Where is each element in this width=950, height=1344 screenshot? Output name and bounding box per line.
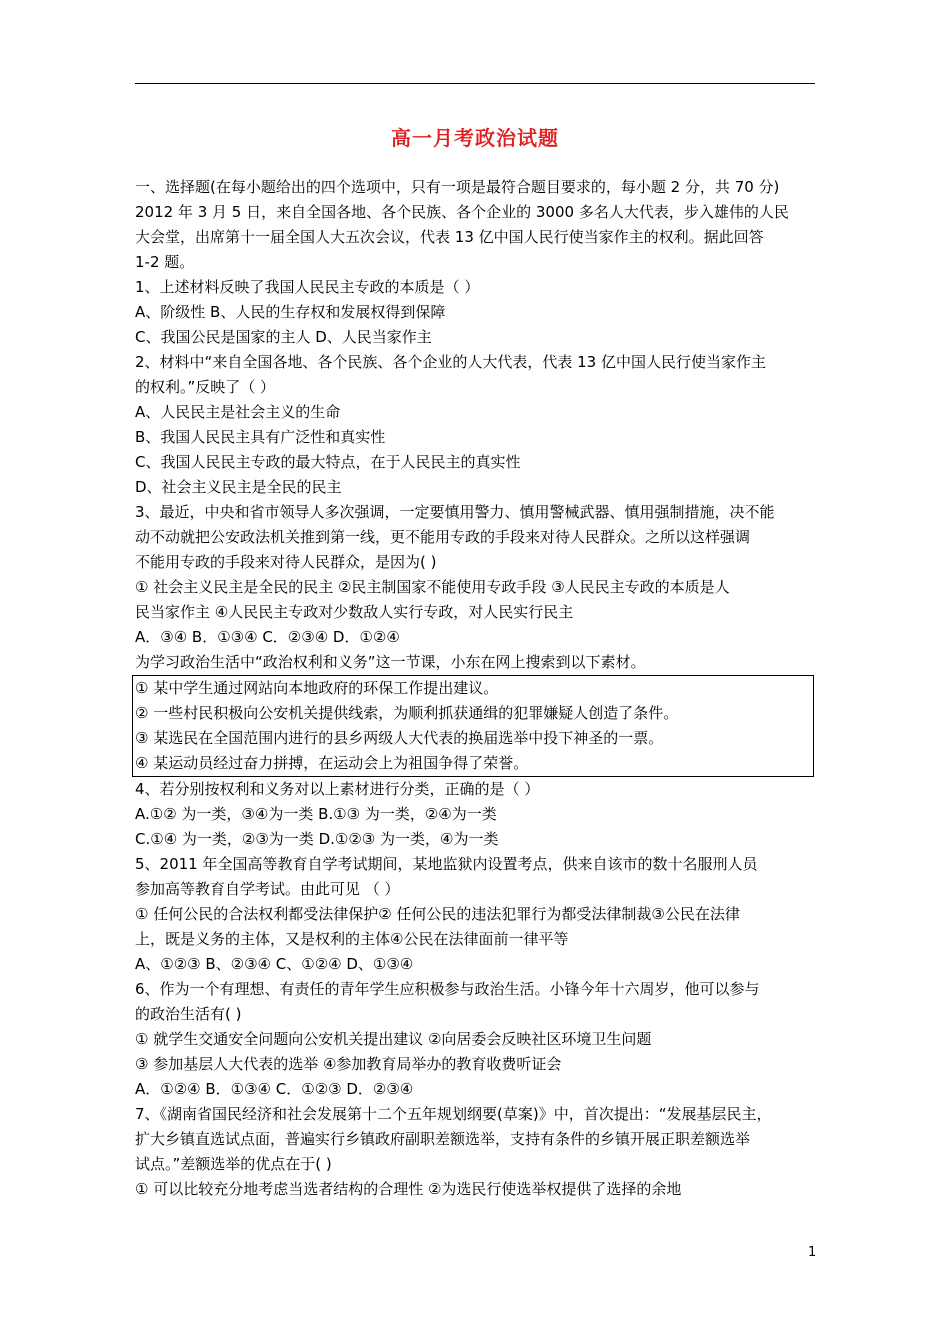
- text-line: 的政治生活有( ): [135, 1005, 242, 1023]
- text-line: 参加高等教育自学考试。由此可见 （ ）: [135, 880, 400, 898]
- text-line: 4、若分别按权利和义务对以上素材进行分类，正确的是（ ）: [135, 780, 540, 798]
- text-line: A、①②③ B、②③④ C、①②④ D、①③④: [135, 955, 414, 973]
- text-line: 大会堂，出席第十一届全国人大五次会议，代表 13 亿中国人民行使当家作主的权利。据此回答: [135, 228, 764, 246]
- text-line: 2、材料中“来自全国各地、各个民族、各个企业的人大代表，代表 13 亿中国人民行使当家作主: [135, 353, 766, 371]
- text-line: 一、选择题(在每小题给出的四个选项中，只有一项是最符合题目要求的，每小题 2 分，共 70 分): [135, 178, 780, 196]
- material-line: ③ 某选民在全国范围内进行的县乡两级人大代表的换届选举中投下神圣的一票。: [135, 729, 664, 747]
- material-line: ④ 某运动员经过奋力拼搏，在运动会上为祖国争得了荣誉。: [135, 754, 529, 772]
- text-line: ③ 参加基层人大代表的选举 ④参加教育局举办的教育收费听证会: [135, 1055, 562, 1073]
- text-line: 2012 年 3 月 5 日，来自全国各地、各个民族、各个企业的 3000 多名人大代表，步入雄伟的人民: [135, 203, 789, 221]
- page-title: 高一月考政治试题: [391, 126, 559, 150]
- material-box: [132, 675, 814, 777]
- text-line: 1、上述材料反映了我国人民民主专政的本质是（ ）: [135, 278, 480, 296]
- text-line: 试点。”差额选举的优点在于( ): [135, 1155, 332, 1173]
- text-line: C、我国人民民主专政的最大特点，在于人民民主的真实性: [135, 453, 521, 471]
- exam-body: [135, 175, 815, 1202]
- section-questions-1-3: [135, 175, 815, 675]
- text-line: A、人民民主是社会主义的生命: [135, 403, 341, 421]
- text-line: A．①②④ B．①③④ C．①②③ D．②③④: [135, 1080, 414, 1098]
- text-line: 5、2011 年全国高等教育自学考试期间，某地监狱内设置考点，供来自该市的数十名服刑人员: [135, 855, 758, 873]
- text-line: 民当家作主 ④人民民主专政对少数敌人实行专政，对人民实行民主: [135, 603, 574, 621]
- text-line: 1-2 题。: [135, 253, 195, 271]
- header-rule: [135, 83, 815, 84]
- text-line: 上，既是义务的主体，又是权利的主体④公民在法律面前一律平等: [135, 930, 569, 948]
- text-line: A、阶级性 B、人民的生存权和发展权得到保障: [135, 303, 446, 321]
- text-line: A.①② 为一类，③④为一类 B.①③ 为一类，②④为一类: [135, 805, 497, 823]
- text-line: 为学习政治生活中“政治权利和义务”这一节课，小东在网上搜索到以下素材。: [135, 653, 646, 671]
- text-line: 3、最近，中央和省市领导人多次强调，一定要慎用警力、慎用警械武器、慎用强制措施，决不能: [135, 503, 775, 521]
- text-line: ① 社会主义民主是全民的民主 ②民主制国家不能使用专政手段 ③人民民主专政的本质是人: [135, 578, 730, 596]
- text-line: C、我国公民是国家的主人 D、人民当家作主: [135, 328, 432, 346]
- text-line: 的权利。”反映了（ ）: [135, 378, 276, 396]
- material-line: ① 某中学生通过网站向本地政府的环保工作提出建议。: [135, 679, 499, 697]
- text-line: 动不动就把公安政法机关推到第一线，更不能用专政的手段来对待人民群众。之所以这样强调: [135, 528, 751, 546]
- text-line: ① 就学生交通安全问题向公安机关提出建议 ②向居委会反映社区环境卫生问题: [135, 1030, 652, 1048]
- text-line: D、社会主义民主是全民的民主: [135, 478, 342, 496]
- text-line: ① 可以比较充分地考虑当选者结构的合理性 ②为选民行使选举权提供了选择的余地: [135, 1180, 682, 1198]
- text-line: 扩大乡镇直选试点面，普遍实行乡镇政府副职差额选举，支持有条件的乡镇开展正职差额选举: [135, 1130, 751, 1148]
- text-line: B、我国人民民主具有广泛性和真实性: [135, 428, 386, 446]
- text-line: C.①④ 为一类，②③为一类 D.①②③ 为一类，④为一类: [135, 830, 499, 848]
- text-line: 7、《湖南省国民经济和社会发展第十二个五年规划纲要(草案)》中，首次提出：“发展基层民主，: [135, 1105, 772, 1123]
- text-line: A．③④ B．①③④ C．②③④ D．①②④: [135, 628, 400, 646]
- text-line: 6、作为一个有理想、有责任的青年学生应积极参与政治生活。小锋今年十六周岁，他可以参与: [135, 980, 760, 998]
- text-line: ① 任何公民的合法权利都受法律保护② 任何公民的违法犯罪行为都受法律制裁③公民在法律: [135, 905, 740, 923]
- page-number: 1: [808, 1245, 817, 1260]
- material-line: ② 一些村民积极向公安机关提供线索，为顺利抓获通缉的犯罪嫌疑人创造了条件。: [135, 704, 679, 722]
- section-questions-4-7: [135, 777, 815, 1202]
- text-line: 不能用专政的手段来对待人民群众，是因为( ): [135, 553, 437, 571]
